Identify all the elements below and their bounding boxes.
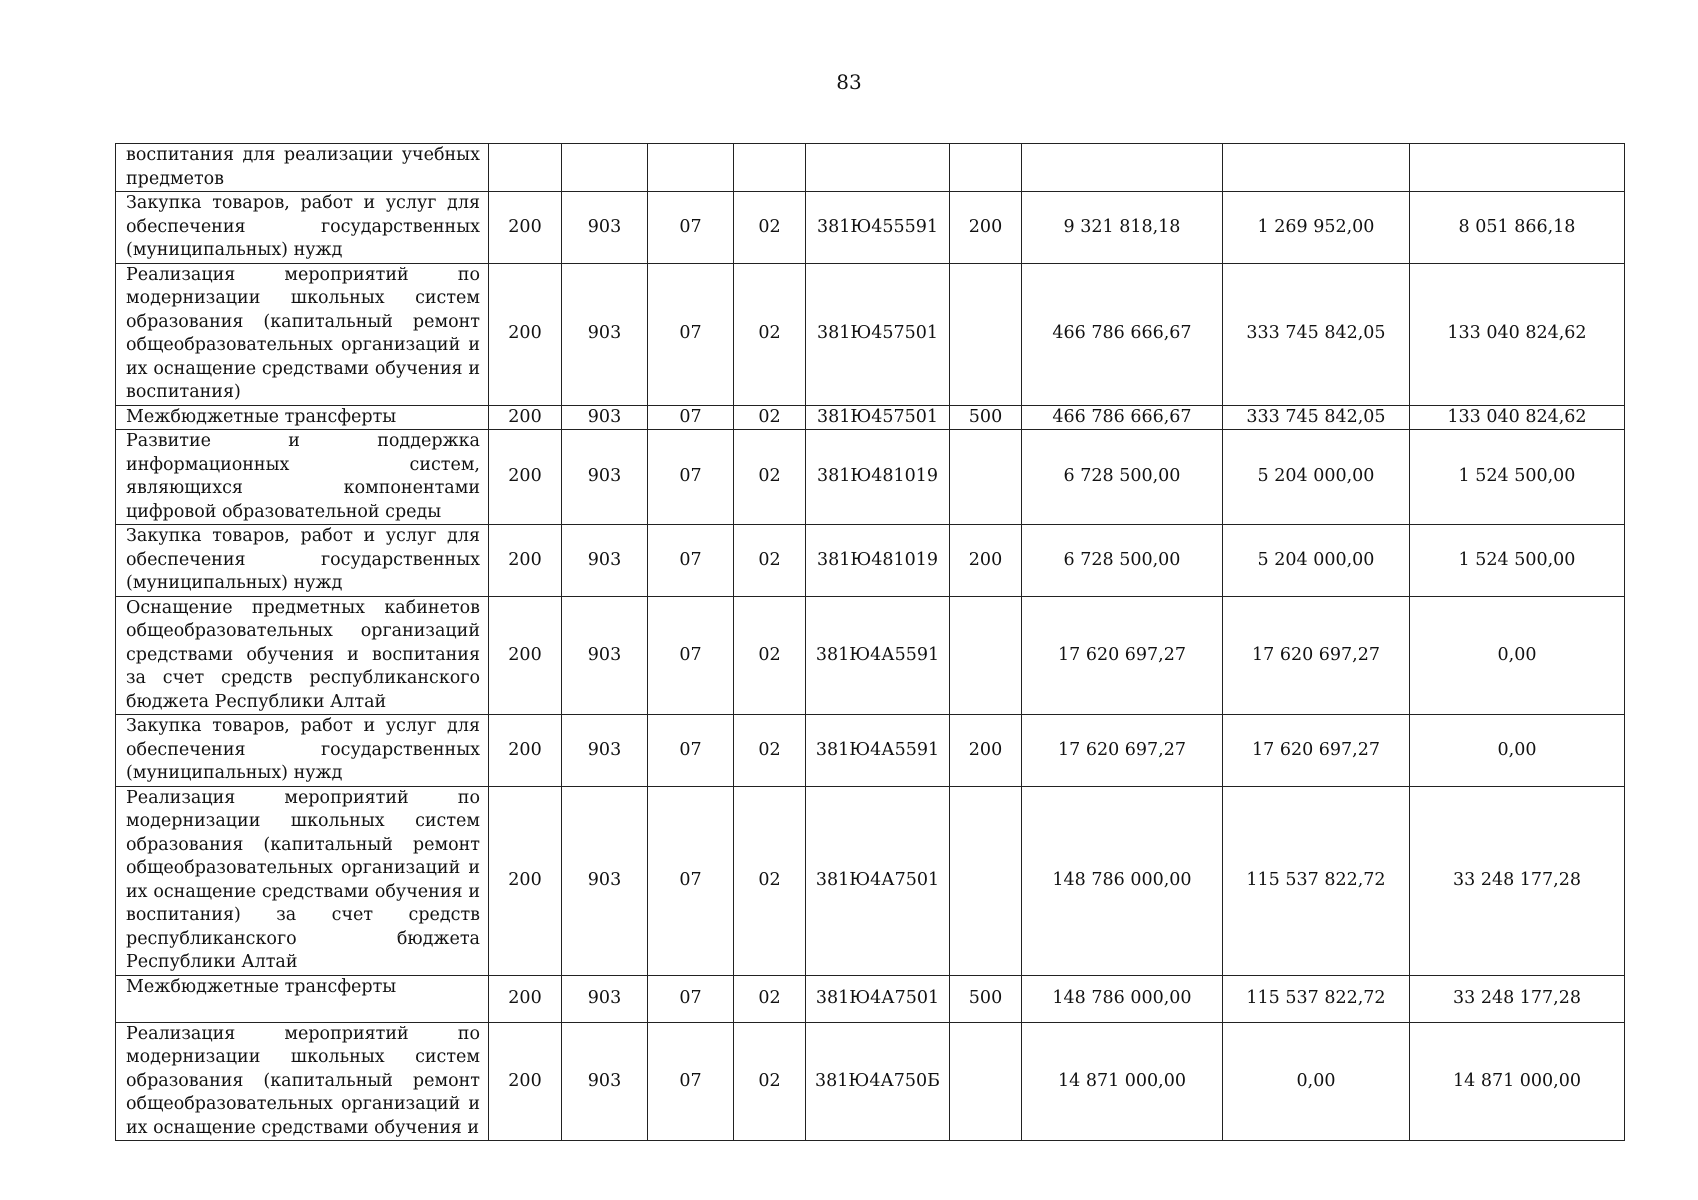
table-row [116,596,1625,715]
amount-plan-cell: 9 321 818,18 [1022,192,1223,264]
ministry-code-cell: 903 [562,975,648,1022]
amount-remaining-cell: 33 248 177,28 [1410,786,1625,975]
ministry-code-cell: 903 [562,525,648,597]
division-code-cell: 07 [648,975,734,1022]
amount-plan-cell: 17 620 697,27 [1022,715,1223,787]
table-row [116,975,1625,1022]
division-code-cell: 07 [648,405,734,430]
table-row [116,786,1625,975]
amount-executed-cell: 1 269 952,00 [1223,192,1410,264]
amount-remaining-cell [1410,144,1625,192]
subdivision-code-cell: 02 [734,715,806,787]
ministry-code-cell: 903 [562,596,648,715]
ministry-code-cell: 903 [562,430,648,525]
expense-type-cell: 200 [950,715,1022,787]
target-article-cell: 381Ю4А750Б [806,1022,950,1141]
target-article-cell: 381Ю4А7501 [806,786,950,975]
ministry-code-cell: 903 [562,786,648,975]
ministry-code-cell: 903 [562,192,648,264]
table-row [116,263,1625,405]
amount-executed-cell: 17 620 697,27 [1223,596,1410,715]
amount-executed-cell: 115 537 822,72 [1223,975,1410,1022]
row-name-cell: Реализация мероприятий по модернизации школьных систем образования (капитальный ремонт общеобразовательных организаций и их оснащение средствами обучения и [116,1022,489,1141]
amount-executed-cell: 0,00 [1223,1022,1410,1141]
expense-type-cell: 500 [950,405,1022,430]
expense-type-cell [950,596,1022,715]
subdivision-code-cell: 02 [734,405,806,430]
amount-executed-cell: 17 620 697,27 [1223,715,1410,787]
section-code-cell: 200 [489,192,562,264]
ministry-code-cell: 903 [562,263,648,405]
amount-remaining-cell: 8 051 866,18 [1410,192,1625,264]
row-name-cell: Межбюджетные трансферты [116,405,489,430]
target-article-cell: 381Ю481019 [806,525,950,597]
division-code-cell: 07 [648,596,734,715]
amount-remaining-cell: 0,00 [1410,715,1625,787]
section-code-cell: 200 [489,430,562,525]
division-code-cell: 07 [648,715,734,787]
expense-type-cell: 200 [950,192,1022,264]
target-article-cell: 381Ю457501 [806,405,950,430]
row-name-cell: Реализация мероприятий по модернизации школьных систем образования (капитальный ремонт общеобразовательных организаций и их оснащение средствами обучения и воспитания) за счет средств республиканского бюджета Республики Алтай [116,786,489,975]
target-article-cell: 381Ю455591 [806,192,950,264]
table-row [116,1022,1625,1141]
amount-executed-cell: 115 537 822,72 [1223,786,1410,975]
amount-remaining-cell: 14 871 000,00 [1410,1022,1625,1141]
budget-table [115,143,1625,1141]
table-row [116,405,1625,430]
amount-plan-cell: 148 786 000,00 [1022,975,1223,1022]
section-code-cell: 200 [489,405,562,430]
amount-plan-cell: 466 786 666,67 [1022,405,1223,430]
table-row [116,192,1625,264]
row-name-cell: Межбюджетные трансферты [116,975,489,1022]
table-row [116,144,1625,192]
expense-type-cell [950,1022,1022,1141]
target-article-cell [806,144,950,192]
subdivision-code-cell: 02 [734,1022,806,1141]
amount-plan-cell: 17 620 697,27 [1022,596,1223,715]
subdivision-code-cell: 02 [734,263,806,405]
section-code-cell: 200 [489,525,562,597]
expense-type-cell: 500 [950,975,1022,1022]
amount-plan-cell: 14 871 000,00 [1022,1022,1223,1141]
table-row [116,430,1625,525]
expense-type-cell [950,786,1022,975]
row-name-cell: воспитания для реализации учебных предметов [116,144,489,192]
page-number: 83 [836,70,862,94]
amount-executed-cell [1223,144,1410,192]
amount-plan-cell: 6 728 500,00 [1022,525,1223,597]
expense-type-cell: 200 [950,525,1022,597]
row-name-cell: Реализация мероприятий по модернизации школьных систем образования (капитальный ремонт общеобразовательных организаций и их оснащение средствами обучения и воспитания) [116,263,489,405]
amount-plan-cell: 6 728 500,00 [1022,430,1223,525]
section-code-cell: 200 [489,596,562,715]
ministry-code-cell: 903 [562,405,648,430]
row-name-cell: Закупка товаров, работ и услуг для обеспечения государственных (муниципальных) нужд [116,192,489,264]
section-code-cell: 200 [489,975,562,1022]
target-article-cell: 381Ю4А7501 [806,975,950,1022]
section-code-cell [489,144,562,192]
expense-type-cell [950,263,1022,405]
division-code-cell: 07 [648,525,734,597]
target-article-cell: 381Ю457501 [806,263,950,405]
target-article-cell: 381Ю481019 [806,430,950,525]
amount-remaining-cell: 133 040 824,62 [1410,405,1625,430]
subdivision-code-cell: 02 [734,975,806,1022]
division-code-cell: 07 [648,430,734,525]
subdivision-code-cell: 02 [734,192,806,264]
ministry-code-cell: 903 [562,715,648,787]
amount-remaining-cell: 33 248 177,28 [1410,975,1625,1022]
amount-remaining-cell: 1 524 500,00 [1410,525,1625,597]
amount-executed-cell: 333 745 842,05 [1223,405,1410,430]
row-name-cell: Закупка товаров, работ и услуг для обеспечения государственных (муниципальных) нужд [116,525,489,597]
subdivision-code-cell [734,144,806,192]
amount-executed-cell: 5 204 000,00 [1223,525,1410,597]
target-article-cell: 381Ю4А5591 [806,596,950,715]
row-name-cell: Развитие и поддержка информационных систем, являющихся компонентами цифровой образовательной среды [116,430,489,525]
division-code-cell: 07 [648,192,734,264]
target-article-cell: 381Ю4А5591 [806,715,950,787]
section-code-cell: 200 [489,1022,562,1141]
amount-plan-cell [1022,144,1223,192]
subdivision-code-cell: 02 [734,786,806,975]
division-code-cell: 07 [648,263,734,405]
expense-type-cell [950,430,1022,525]
ministry-code-cell [562,144,648,192]
section-code-cell: 200 [489,786,562,975]
row-name-cell: Закупка товаров, работ и услуг для обеспечения государственных (муниципальных) нужд [116,715,489,787]
division-code-cell: 07 [648,786,734,975]
expense-type-cell [950,144,1022,192]
amount-executed-cell: 5 204 000,00 [1223,430,1410,525]
row-name-cell: Оснащение предметных кабинетов общеобразовательных организаций средствами обучения и воспитания за счет средств республиканского бюджета Республики Алтай [116,596,489,715]
section-code-cell: 200 [489,715,562,787]
table-row [116,715,1625,787]
amount-remaining-cell: 133 040 824,62 [1410,263,1625,405]
amount-remaining-cell: 0,00 [1410,596,1625,715]
division-code-cell [648,144,734,192]
table-row [116,525,1625,597]
amount-executed-cell: 333 745 842,05 [1223,263,1410,405]
amount-plan-cell: 466 786 666,67 [1022,263,1223,405]
subdivision-code-cell: 02 [734,596,806,715]
subdivision-code-cell: 02 [734,525,806,597]
ministry-code-cell: 903 [562,1022,648,1141]
amount-plan-cell: 148 786 000,00 [1022,786,1223,975]
division-code-cell: 07 [648,1022,734,1141]
amount-remaining-cell: 1 524 500,00 [1410,430,1625,525]
subdivision-code-cell: 02 [734,430,806,525]
section-code-cell: 200 [489,263,562,405]
